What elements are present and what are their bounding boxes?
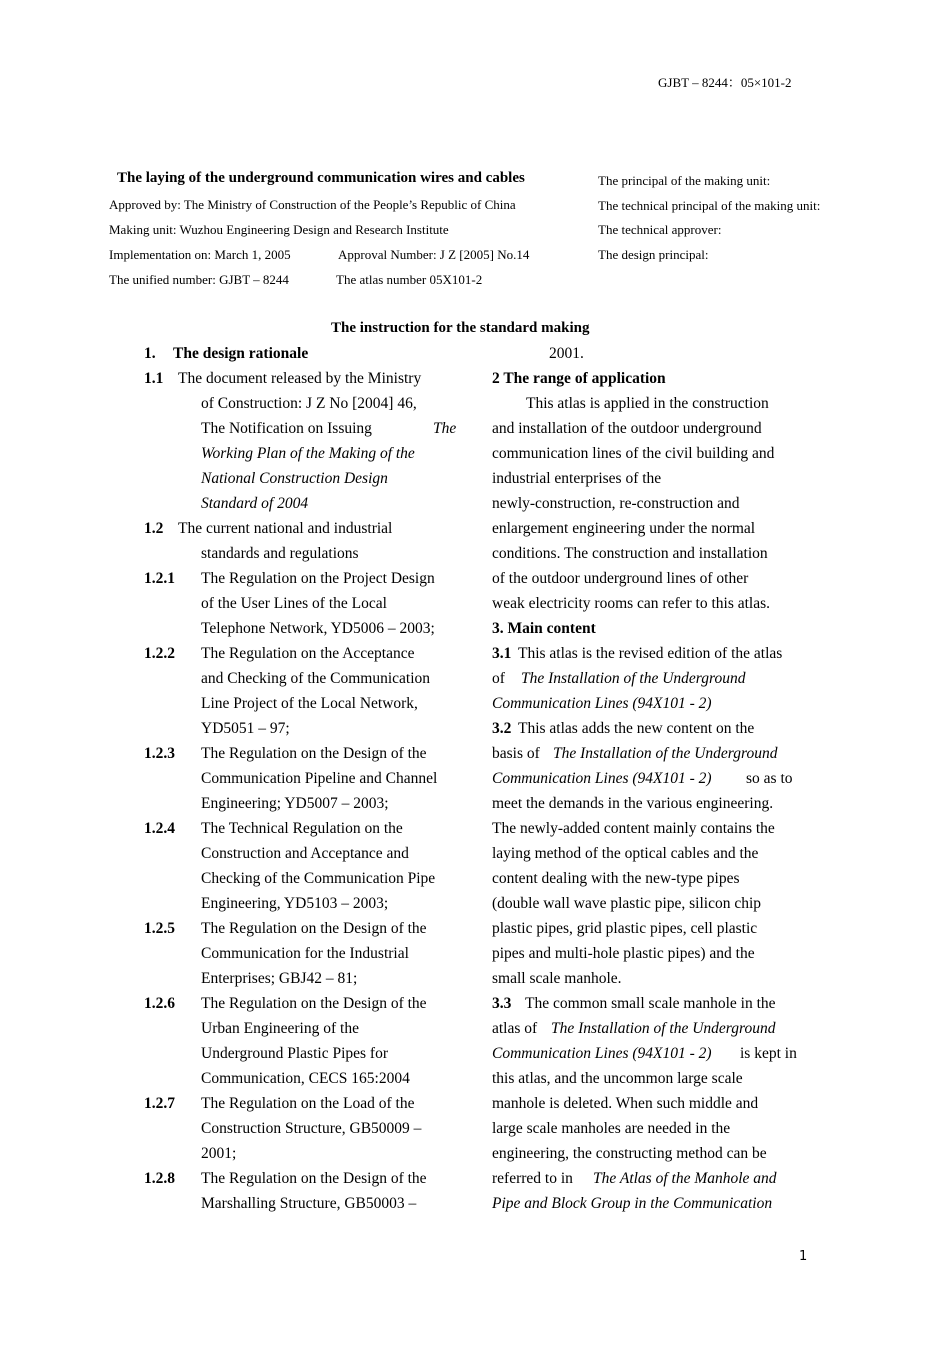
text-line: 2001; xyxy=(201,1145,237,1162)
item-number: 1.2.8 xyxy=(144,1170,175,1187)
text-line: of the outdoor underground lines of other xyxy=(492,570,749,587)
text-line: The Installation of the Underground xyxy=(551,1020,776,1037)
text-line: enlargement engineering under the normal xyxy=(492,520,756,537)
heading-design-rationale: The design rationale xyxy=(173,345,309,362)
text-line: Telephone Network, YD5006 – 2003; xyxy=(201,620,435,637)
text-line: content dealing with the new-type pipes xyxy=(492,870,740,887)
text-line: so as to xyxy=(746,770,793,787)
item-number: 1.2.4 xyxy=(144,820,175,837)
section-title: The instruction for the standard making xyxy=(331,320,590,336)
text-line: The newly-added content mainly contains the xyxy=(492,820,775,837)
item-number: 1.2.2 xyxy=(144,645,175,662)
text-line: Working Plan of the Making of the xyxy=(201,445,415,462)
item-number: 1.2.7 xyxy=(144,1095,175,1112)
text-line: The Regulation on the Design of the xyxy=(201,920,427,937)
document-title: The laying of the underground communication wires and cables xyxy=(117,170,525,186)
text-line: The common small scale manhole in the xyxy=(525,995,776,1012)
text-line: Communication, CECS 165:2004 xyxy=(201,1070,410,1087)
text-line: small scale manhole. xyxy=(492,970,622,987)
text-line: The Technical Regulation on the xyxy=(201,820,403,837)
design-principal: The design principal: xyxy=(598,247,709,262)
text-line: newly-construction, re-construction and xyxy=(492,495,740,512)
text-line: The Installation of the Underground xyxy=(553,745,778,762)
text-line: Marshalling Structure, GB50003 – xyxy=(201,1195,417,1212)
text-line: Checking of the Communication Pipe xyxy=(201,870,436,887)
text-line: The Installation of the Underground xyxy=(521,670,746,687)
text-line: manhole is deleted. When such middle and xyxy=(492,1095,759,1112)
unified-number: The unified number: GJBT – 8244 xyxy=(109,272,289,287)
text-line: Communication for the Industrial xyxy=(201,945,409,962)
text-line: of the User Lines of the Local xyxy=(201,595,387,612)
principal-making-unit: The principal of the making unit: xyxy=(598,173,771,188)
item-number: 3.3 xyxy=(492,995,512,1012)
text-line: plastic pipes, grid plastic pipes, cell plastic xyxy=(492,920,758,937)
text-line: this atlas, and the uncommon large scale xyxy=(492,1070,743,1087)
text-line: The Regulation on the Load of the xyxy=(201,1095,415,1112)
text-line: of xyxy=(492,670,505,687)
text-line: The Regulation on the Design of the xyxy=(201,995,427,1012)
text-line: Standard of 2004 xyxy=(201,495,309,512)
text-line: The Regulation on the Design of the xyxy=(201,1170,427,1187)
text-line: laying method of the optical cables and the xyxy=(492,845,759,862)
item-number: 1.2.3 xyxy=(144,745,175,762)
text-line: This atlas is the revised edition of the atlas xyxy=(518,645,783,662)
text-line: industrial enterprises of the xyxy=(492,470,662,487)
text-line: Enterprises; GBJ42 – 81; xyxy=(201,970,358,987)
making-unit: Making unit: Wuzhou Engineering Design and Research Institute xyxy=(109,222,449,237)
text-line: The current national and industrial xyxy=(178,520,393,537)
text-line: standards and regulations xyxy=(201,545,359,562)
technical-approver: The technical approver: xyxy=(598,222,722,237)
text-line: The Regulation on the Project Design xyxy=(201,570,435,587)
text-line: referred to in xyxy=(492,1170,573,1187)
text-line: Construction Structure, GB50009 – xyxy=(201,1120,422,1137)
text-line: weak electricity rooms can refer to this atlas. xyxy=(492,595,771,612)
text-line: and Checking of the Communication xyxy=(201,670,431,687)
text-line: The Regulation on the Acceptance xyxy=(201,645,415,662)
technical-principal: The technical principal of the making unit: xyxy=(598,198,821,213)
item-number: 1.2.5 xyxy=(144,920,175,937)
text-line: Pipe and Block Group in the Communication xyxy=(492,1195,773,1212)
text-line: The xyxy=(433,420,457,437)
text-line: The document released by the Ministry xyxy=(178,370,422,387)
text-line: 2001. xyxy=(549,345,584,362)
text-line: pipes and multi-hole plastic pipes) and the xyxy=(492,945,755,962)
text-line: communication lines of the civil building and xyxy=(492,445,775,462)
implementation-date: Implementation on: March 1, 2005 xyxy=(109,247,291,262)
page-number: 1 xyxy=(799,1249,808,1264)
text-line: Construction and Acceptance and xyxy=(201,845,409,862)
text-line: National Construction Design xyxy=(201,470,388,487)
document-code: GJBT – 8244：05×101-2 xyxy=(658,75,792,90)
item-number: 3.2 xyxy=(492,720,512,737)
text-line: and installation of the outdoor underground xyxy=(492,420,762,437)
heading-number: 1. xyxy=(144,345,156,362)
item-number: 1.2.1 xyxy=(144,570,175,587)
heading-main-content: 3. Main content xyxy=(492,620,596,637)
text-line: The Atlas of the Manhole and xyxy=(593,1170,777,1187)
text-line: conditions. The construction and installation xyxy=(492,545,768,562)
text-line: atlas of xyxy=(492,1020,538,1037)
text-line: Communication Lines (94X101 - 2) xyxy=(492,1045,712,1062)
text-line: This atlas adds the new content on the xyxy=(518,720,755,737)
approved-by: Approved by: The Ministry of Construction of the People’s Republic of China xyxy=(109,197,516,212)
item-number: 1.2 xyxy=(144,520,164,537)
text-line: Urban Engineering of the xyxy=(201,1020,359,1037)
text-line: (double wall wave plastic pipe, silicon chip xyxy=(492,895,762,912)
text-line: Communication Pipeline and Channel xyxy=(201,770,438,787)
text-line: Line Project of the Local Network, xyxy=(201,695,418,712)
text-line: The Regulation on the Design of the xyxy=(201,745,427,762)
text-line: Engineering, YD5103 – 2003; xyxy=(201,895,389,912)
text-line: The Notification on Issuing xyxy=(201,420,372,437)
text-line: engineering, the constructing method can be xyxy=(492,1145,767,1162)
text-line: meet the demands in the various engineering. xyxy=(492,795,774,812)
text-line: Engineering; YD5007 – 2003; xyxy=(201,795,389,812)
text-line: This atlas is applied in the construction xyxy=(526,395,769,412)
text-line: Underground Plastic Pipes for xyxy=(201,1045,388,1062)
item-number: 1.2.6 xyxy=(144,995,175,1012)
item-number: 1.1 xyxy=(144,370,164,387)
text-line: is kept in xyxy=(740,1045,797,1062)
heading-range-of-application: 2 The range of application xyxy=(492,370,666,387)
approval-number: Approval Number: J Z [2005] No.14 xyxy=(338,247,530,262)
text-line: Communication Lines (94X101 - 2) xyxy=(492,695,712,712)
item-number: 3.1 xyxy=(492,645,512,662)
text-line: Communication Lines (94X101 - 2) xyxy=(492,770,712,787)
text-line: large scale manholes are needed in the xyxy=(492,1120,731,1137)
text-line: basis of xyxy=(492,745,540,762)
text-line: of Construction: J Z No [2004] 46, xyxy=(201,395,417,412)
text-line: YD5051 – 97; xyxy=(201,720,290,737)
atlas-number: The atlas number 05X101-2 xyxy=(336,272,483,287)
